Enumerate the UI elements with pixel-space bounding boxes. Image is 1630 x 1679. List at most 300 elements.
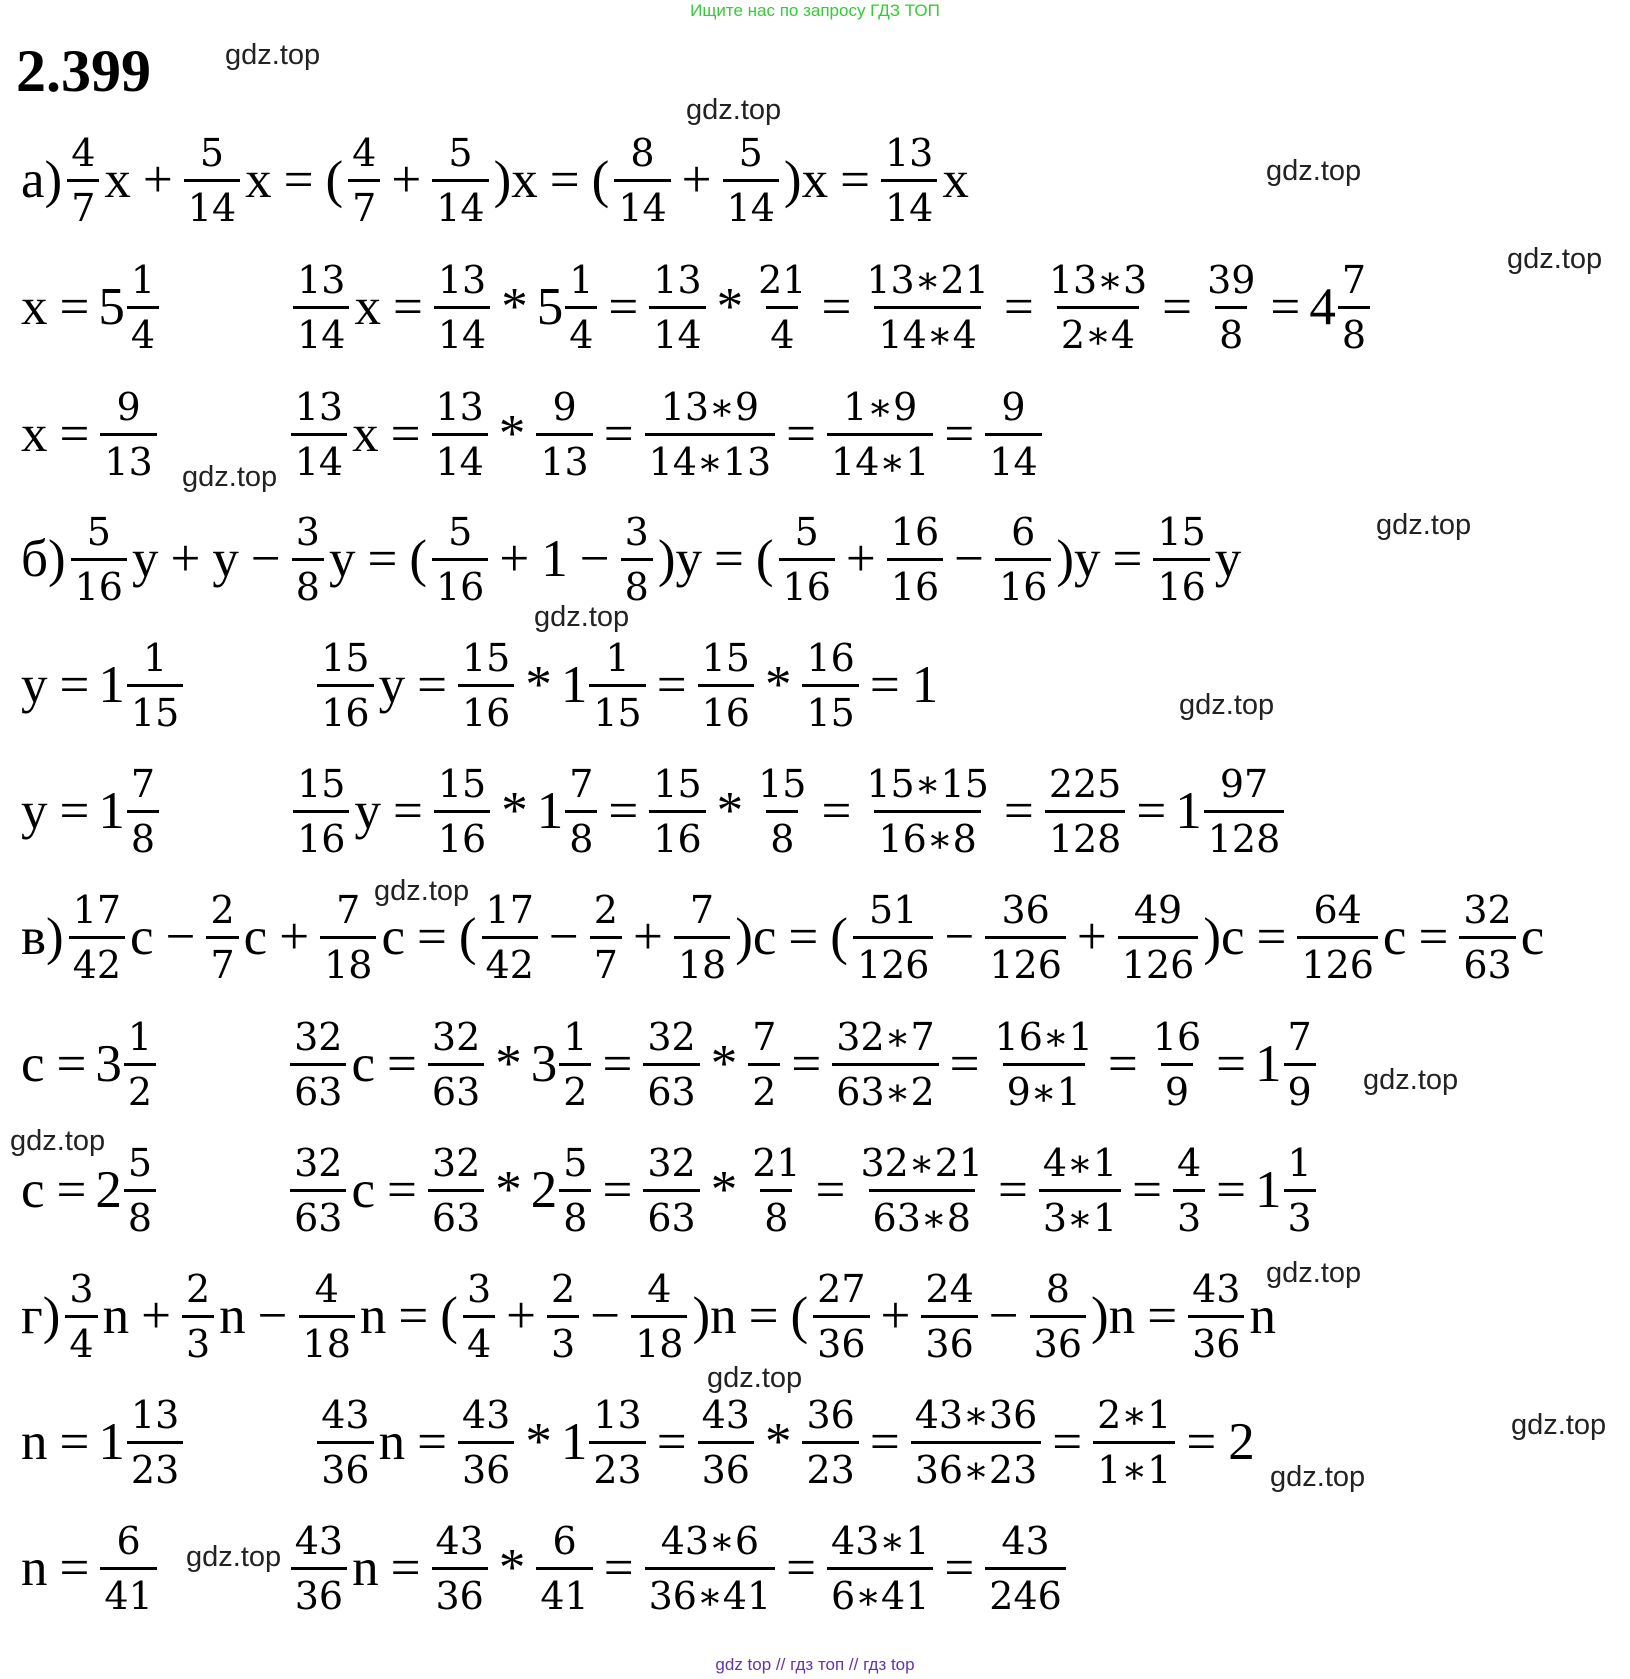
- fraction-numerator: 2: [185, 1266, 211, 1311]
- fraction: [649, 254, 705, 361]
- watermark: gdz.top: [534, 601, 630, 633]
- fraction-numerator: 32: [431, 1140, 481, 1185]
- watermark: gdz.top: [182, 461, 278, 493]
- math-operator: =: [1136, 782, 1167, 840]
- math-operator: =: [283, 151, 314, 209]
- fraction-numerator: 43∗1: [831, 1518, 930, 1563]
- math-operator: =: [549, 151, 580, 209]
- math-symbol: y: [131, 530, 159, 588]
- math-symbol: )y: [1056, 530, 1101, 588]
- math-operator: +: [170, 530, 201, 588]
- mixed-number-whole: 3: [530, 1035, 558, 1093]
- math-operator: =: [821, 782, 852, 840]
- fraction-numerator: 5: [127, 1140, 153, 1185]
- fraction-denominator: 14∗4: [874, 306, 980, 361]
- fraction: [827, 381, 933, 488]
- footer-links: gdz top // гдз топ // гдз top: [715, 1655, 915, 1674]
- fraction: [127, 758, 159, 865]
- math-operator: =: [1003, 782, 1034, 840]
- fraction-denominator: 14: [184, 179, 240, 234]
- math-symbol: n: [21, 1539, 48, 1597]
- fraction: [995, 506, 1051, 613]
- fraction-denominator: 7: [348, 179, 380, 234]
- fraction-denominator: 18: [631, 1315, 687, 1370]
- math-operator: =: [56, 1035, 87, 1093]
- math-operator: =: [840, 151, 870, 209]
- fraction: [1173, 1137, 1205, 1244]
- math-operator: *: [764, 1413, 792, 1471]
- math-symbol: c: [243, 908, 268, 966]
- fraction-numerator: 15∗15: [866, 761, 989, 806]
- fraction: [862, 254, 993, 361]
- fraction: [559, 1137, 591, 1244]
- mixed-number-whole: 1: [1255, 1161, 1282, 1219]
- math-symbol: (: [790, 1287, 809, 1345]
- fraction-numerator: 1: [605, 635, 630, 680]
- fraction: [1284, 1011, 1316, 1118]
- fraction: [290, 1137, 346, 1244]
- equation-line: [18, 1257, 1279, 1375]
- fraction-numerator: 1: [142, 635, 168, 680]
- math-operator: −: [590, 1287, 621, 1345]
- watermark: gdz.top: [686, 94, 782, 126]
- math-symbol: (: [591, 151, 610, 209]
- fraction-numerator: 13: [437, 257, 487, 302]
- math-symbol: )n: [692, 1287, 737, 1345]
- watermark: gdz.top: [1266, 1257, 1362, 1289]
- fraction: [985, 381, 1041, 488]
- fraction-denominator: 14: [649, 306, 705, 361]
- fraction: [291, 1515, 347, 1622]
- fraction-numerator: 13: [653, 257, 702, 302]
- fraction: [1093, 1389, 1175, 1496]
- fraction: [802, 632, 858, 739]
- fraction-denominator: 9: [1161, 1063, 1193, 1118]
- fraction-denominator: 3∗1: [1039, 1189, 1121, 1244]
- fraction-denominator: 3: [1173, 1189, 1205, 1244]
- fraction-denominator: 15: [802, 684, 858, 739]
- fraction: [649, 758, 705, 865]
- fraction: [67, 127, 99, 234]
- fraction: [290, 1011, 346, 1118]
- fraction-numerator: 43∗6: [660, 1518, 760, 1563]
- math-operator: −: [548, 908, 579, 966]
- fraction-denominator: 1∗1: [1093, 1441, 1175, 1496]
- mixed-number-whole: 1: [98, 1413, 125, 1471]
- fraction-denominator: 14: [614, 179, 670, 234]
- mixed-number-whole: 1: [1255, 1035, 1282, 1093]
- fraction: [317, 1389, 373, 1496]
- fraction-denominator: 7: [206, 936, 238, 991]
- math-operator: =: [869, 656, 900, 714]
- fraction-numerator: 5: [86, 509, 111, 554]
- fraction: [547, 1263, 579, 1370]
- fraction-denominator: 8: [1338, 306, 1370, 361]
- fraction-numerator: 21: [758, 257, 807, 302]
- math-symbol: (: [755, 530, 774, 588]
- math-symbol: в): [21, 908, 64, 966]
- equation-line: [18, 500, 1244, 618]
- fraction-numerator: 21: [752, 1140, 801, 1185]
- math-operator: =: [788, 908, 819, 966]
- math-operator: =: [59, 1539, 90, 1597]
- math-operator: =: [748, 1287, 779, 1345]
- fraction-denominator: 18: [674, 936, 730, 991]
- math-operator: =: [869, 1413, 900, 1471]
- math-operator: *: [501, 782, 528, 840]
- math-operator: *: [710, 1035, 738, 1093]
- fraction-denominator: 14∗13: [645, 433, 776, 488]
- fraction: [428, 1011, 484, 1118]
- math-symbol: y: [328, 530, 356, 588]
- fraction-numerator: 32: [647, 1014, 696, 1059]
- fraction-denominator: 128: [1204, 810, 1285, 865]
- math-symbol: б): [21, 530, 66, 588]
- fraction-numerator: 43: [435, 1518, 484, 1563]
- fraction-numerator: 16: [1152, 1014, 1202, 1059]
- fraction-denominator: 36∗41: [645, 1567, 776, 1622]
- fraction: [1045, 758, 1126, 865]
- fraction: [991, 1011, 1097, 1118]
- math-symbol: (: [325, 151, 344, 209]
- fraction-denominator: 23: [127, 1441, 183, 1496]
- math-operator: =: [944, 1539, 975, 1597]
- fraction-numerator: 16∗1: [994, 1014, 1093, 1059]
- mixed-number: [537, 758, 600, 865]
- math-symbol: n: [102, 1287, 130, 1345]
- fraction-numerator: 3: [466, 1266, 492, 1311]
- fraction: [124, 1137, 156, 1244]
- fraction-numerator: 3: [624, 509, 649, 554]
- fraction-numerator: 7: [689, 887, 715, 932]
- fraction-numerator: 49: [1133, 887, 1183, 932]
- fraction: [645, 1515, 776, 1622]
- math-symbol: )x: [783, 151, 829, 209]
- watermark: gdz.top: [10, 1125, 106, 1157]
- fraction-numerator: 5: [448, 509, 473, 554]
- fraction-numerator: 17: [72, 887, 122, 932]
- fraction-denominator: 16: [317, 684, 373, 739]
- fraction-numerator: 32∗7: [836, 1014, 935, 1059]
- math-symbol: c: [351, 1161, 375, 1219]
- watermark: gdz.top: [1179, 689, 1275, 721]
- math-symbol: y: [378, 656, 406, 714]
- fraction: [1297, 884, 1378, 991]
- fraction-denominator: 8: [292, 558, 324, 613]
- fraction-denominator: 23: [802, 1441, 858, 1496]
- mixed-number: [1175, 758, 1286, 865]
- fraction-numerator: 13: [297, 257, 346, 302]
- fraction: [643, 1011, 699, 1118]
- fraction-denominator: 63: [290, 1063, 346, 1118]
- fraction: [881, 127, 937, 234]
- equation-line: [18, 121, 972, 239]
- fraction: [292, 506, 324, 613]
- fraction-numerator: 16: [806, 635, 855, 680]
- fraction-numerator: 15: [321, 635, 370, 680]
- fraction: [1118, 884, 1199, 991]
- fraction-numerator: 5: [199, 130, 225, 175]
- mixed-number: [561, 1389, 648, 1496]
- fraction-numerator: 2: [210, 887, 235, 932]
- fraction-denominator: 36: [1030, 1315, 1086, 1370]
- math-operator: =: [1418, 908, 1449, 966]
- fraction-numerator: 43: [1192, 1266, 1241, 1311]
- watermark: gdz.top: [1511, 1409, 1607, 1441]
- fraction-numerator: 7: [130, 761, 156, 806]
- fraction-denominator: 9: [1284, 1063, 1316, 1118]
- fraction-numerator: 8: [630, 130, 655, 175]
- math-symbol: c: [381, 908, 405, 966]
- fraction: [802, 1389, 858, 1496]
- fraction-denominator: 41: [100, 1567, 156, 1622]
- math-operator: =: [949, 1035, 980, 1093]
- fraction-numerator: 3: [295, 509, 320, 554]
- fraction: [921, 1263, 977, 1370]
- math-symbol: c: [1520, 908, 1545, 966]
- fraction-denominator: 23: [589, 1441, 645, 1496]
- fraction-numerator: 15: [462, 635, 511, 680]
- fraction-numerator: 17: [485, 887, 534, 932]
- math-operator: −: [944, 908, 975, 966]
- fraction-denominator: 63: [428, 1189, 484, 1244]
- equation-line: [18, 1131, 1318, 1249]
- math-operator: *: [525, 656, 552, 714]
- fraction: [614, 127, 670, 234]
- math-operator: *: [498, 405, 526, 463]
- math-operator: =: [1052, 1413, 1083, 1471]
- fraction-denominator: 63∗8: [869, 1189, 975, 1244]
- fraction-denominator: 8: [565, 810, 597, 865]
- math-symbol: n: [378, 1413, 406, 1471]
- fraction: [1045, 254, 1151, 361]
- math-operator: =: [59, 656, 90, 714]
- math-symbol: )n: [1091, 1287, 1136, 1345]
- fraction-denominator: 63: [643, 1189, 699, 1244]
- mixed-number-whole: 1: [98, 782, 125, 840]
- fraction-numerator: 15: [653, 761, 702, 806]
- math-symbol: 1: [541, 530, 568, 588]
- fraction-numerator: 15: [758, 761, 807, 806]
- fraction-numerator: 8: [1045, 1266, 1070, 1311]
- watermark: gdz.top: [186, 1541, 282, 1573]
- fraction-denominator: 15: [127, 684, 183, 739]
- mixed-number: [1309, 254, 1372, 361]
- fraction: [1338, 254, 1370, 361]
- fraction: [748, 1011, 780, 1118]
- math-operator: =: [1216, 1161, 1247, 1219]
- fraction-numerator: 7: [1341, 257, 1366, 302]
- math-operator: =: [786, 405, 817, 463]
- fraction-numerator: 1: [1287, 1140, 1312, 1185]
- fraction: [71, 506, 127, 613]
- fraction-numerator: 13∗3: [1048, 257, 1148, 302]
- fraction-numerator: 4: [314, 1266, 339, 1311]
- fraction: [645, 381, 776, 488]
- fraction-numerator: 43∗36: [914, 1392, 1038, 1437]
- fraction-numerator: 225: [1048, 761, 1122, 806]
- math-symbol: n: [359, 1287, 387, 1345]
- fraction: [1203, 254, 1259, 361]
- fraction-denominator: 63∗2: [832, 1063, 938, 1118]
- math-symbol: y: [212, 530, 239, 588]
- math-symbol: c: [21, 1161, 45, 1219]
- fraction-numerator: 5: [448, 130, 473, 175]
- fraction: [536, 381, 592, 488]
- math-operator: −: [250, 530, 281, 588]
- mixed-number: [1255, 1011, 1318, 1118]
- math-operator: =: [786, 1539, 817, 1597]
- math-operator: =: [392, 782, 423, 840]
- mixed-number-whole: 2: [530, 1161, 558, 1219]
- fraction-denominator: 42: [482, 936, 538, 991]
- fraction-numerator: 13: [593, 1392, 642, 1437]
- mixed-number: [531, 1137, 594, 1244]
- math-operator: =: [1216, 1035, 1247, 1093]
- fraction-denominator: 4: [565, 306, 597, 361]
- fraction-denominator: 18: [299, 1315, 355, 1370]
- math-symbol: (: [458, 908, 477, 966]
- fraction-denominator: 246: [985, 1567, 1066, 1622]
- math-operator: +: [142, 151, 173, 209]
- math-operator: =: [367, 530, 398, 588]
- watermark: gdz.top: [1507, 243, 1603, 275]
- fraction-numerator: 2∗1: [1097, 1392, 1172, 1437]
- fraction-numerator: 32∗21: [860, 1140, 983, 1185]
- fraction: [482, 884, 538, 991]
- fraction-numerator: 4: [352, 130, 377, 175]
- fraction-numerator: 32: [431, 1014, 481, 1059]
- math-symbol: x: [354, 278, 381, 336]
- fraction-denominator: 18: [320, 936, 376, 991]
- math-operator: =: [656, 656, 687, 714]
- fraction-numerator: 1∗9: [843, 384, 918, 429]
- math-symbol: y: [354, 782, 381, 840]
- fraction: [1039, 1137, 1121, 1244]
- fraction: [853, 884, 934, 991]
- math-operator: =: [713, 530, 744, 588]
- fraction-numerator: 13∗9: [660, 384, 760, 429]
- fraction: [432, 1515, 488, 1622]
- fraction: [565, 254, 597, 361]
- fraction-numerator: 15: [297, 761, 346, 806]
- equation-line: [18, 1383, 1258, 1501]
- fraction-numerator: 5: [738, 130, 763, 175]
- fraction-denominator: 14: [723, 179, 779, 234]
- fraction-denominator: 16: [458, 684, 514, 739]
- fraction: [69, 884, 125, 991]
- fraction: [206, 884, 238, 991]
- mixed-number-whole: 1: [98, 656, 125, 714]
- fraction-denominator: 63: [290, 1189, 346, 1244]
- fraction: [698, 632, 754, 739]
- fraction: [100, 381, 156, 488]
- watermark: gdz.top: [1363, 1064, 1459, 1096]
- fraction: [856, 1137, 987, 1244]
- math-operator: −: [257, 1287, 288, 1345]
- fraction-denominator: 8: [127, 810, 159, 865]
- watermark: gdz.top: [707, 1362, 803, 1394]
- fraction-denominator: 42: [69, 936, 125, 991]
- fraction: [432, 506, 488, 613]
- math-operator: =: [1112, 530, 1143, 588]
- fraction-denominator: 16: [1153, 558, 1209, 613]
- math-operator: *: [716, 782, 744, 840]
- equation-line: [18, 1509, 1068, 1627]
- fraction: [589, 632, 645, 739]
- fraction-numerator: 43: [1001, 1518, 1050, 1563]
- fraction-numerator: 7: [752, 1014, 777, 1059]
- fraction-numerator: 3: [69, 1266, 94, 1311]
- math-operator: −: [954, 530, 985, 588]
- fraction: [65, 1263, 97, 1370]
- math-symbol: 2: [1228, 1413, 1255, 1471]
- math-operator: =: [59, 405, 90, 463]
- fraction-denominator: 8: [1215, 306, 1247, 361]
- fraction-denominator: 8: [559, 1189, 591, 1244]
- fraction-denominator: 14: [293, 306, 349, 361]
- fraction: [434, 758, 490, 865]
- equation-line: [18, 375, 1044, 493]
- fraction: [985, 1515, 1066, 1622]
- fraction: [748, 1137, 804, 1244]
- fraction-numerator: 36: [1001, 887, 1050, 932]
- watermark: gdz.top: [1376, 509, 1472, 541]
- mixed-number-whole: 5: [98, 278, 125, 336]
- fraction: [565, 758, 597, 865]
- fraction: [827, 1515, 933, 1622]
- math-operator: =: [56, 1161, 87, 1219]
- math-operator: =: [1147, 1287, 1178, 1345]
- fraction: [127, 632, 183, 739]
- fraction: [559, 1011, 591, 1118]
- fraction: [432, 381, 488, 488]
- fraction-numerator: 9: [1001, 384, 1026, 429]
- fraction: [1459, 884, 1515, 991]
- fraction: [1204, 758, 1285, 865]
- math-operator: =: [1270, 278, 1301, 336]
- fraction: [184, 127, 240, 234]
- fraction-denominator: 14: [432, 179, 488, 234]
- fraction-numerator: 7: [569, 761, 594, 806]
- fraction: [862, 758, 993, 865]
- math-symbol: (: [409, 530, 427, 588]
- fraction-denominator: 15: [589, 684, 645, 739]
- fraction-denominator: 14∗1: [827, 433, 933, 488]
- math-symbol: n: [21, 1413, 48, 1471]
- fraction: [1153, 506, 1209, 613]
- fraction-numerator: 15: [437, 761, 487, 806]
- fraction-numerator: 27: [817, 1266, 866, 1311]
- fraction-denominator: 16: [434, 810, 490, 865]
- fraction: [293, 254, 349, 361]
- mixed-number-whole: 1: [560, 1413, 588, 1471]
- fraction: [432, 127, 488, 234]
- mixed-number-whole: 3: [95, 1035, 122, 1093]
- fraction-denominator: 36∗23: [911, 1441, 1042, 1496]
- fraction-numerator: 16: [890, 509, 940, 554]
- fraction-numerator: 9: [116, 384, 141, 429]
- fraction: [1284, 1137, 1316, 1244]
- math-operator: =: [944, 405, 975, 463]
- math-operator: =: [791, 1035, 822, 1093]
- fraction-numerator: 9: [552, 384, 577, 429]
- fraction-numerator: 39: [1207, 257, 1256, 302]
- math-operator: +: [632, 908, 663, 966]
- mixed-number: [98, 254, 161, 361]
- math-operator: =: [387, 1035, 417, 1093]
- fraction-denominator: 16: [649, 810, 705, 865]
